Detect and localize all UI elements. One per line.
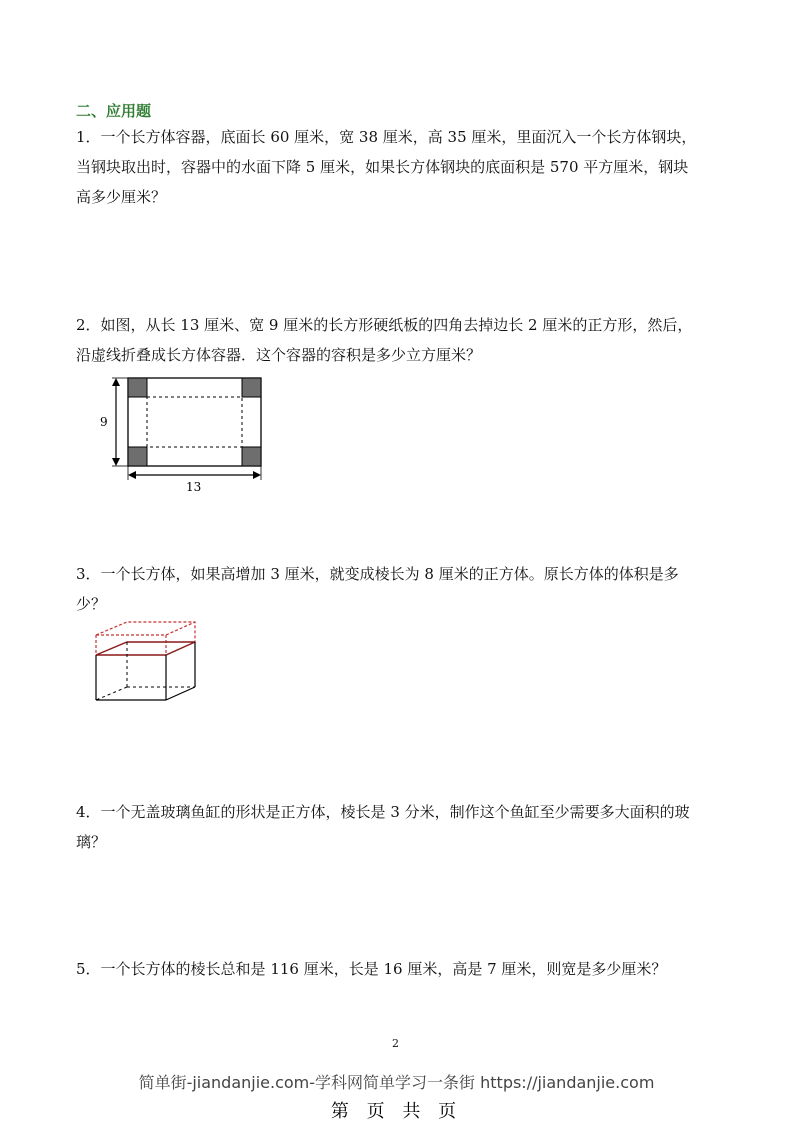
corner-square: [128, 378, 147, 397]
question-line: 璃？: [76, 833, 107, 851]
original-top-face: [96, 642, 195, 655]
page-number: 2: [392, 1037, 399, 1050]
footer-page-count: 第 页 共 页: [330, 1101, 463, 1122]
height-label: 9: [100, 415, 108, 429]
corner-square: [128, 447, 147, 466]
question-4: [76, 797, 726, 857]
question-line: 沿虚线折叠成长方体容器．这个容器的容积是多少立方厘米？: [76, 346, 482, 364]
question-line: 当钢块取出时，容器中的水面下降 5 厘米，如果长方体钢块的底面积是 570 平方厘米，钢块: [76, 158, 689, 176]
question-line: 2．如图，从长 13 厘米、宽 9 厘米的长方形硬纸板的四角去掉边长 2 厘米的正方形，然后，: [76, 316, 693, 334]
question-line: 少？: [76, 595, 107, 613]
corner-square: [242, 378, 261, 397]
rectangle-diagram: [92, 372, 272, 494]
footer-site-link[interactable]: 简单街-jiandanjie.com-学科网简单学习一条街 https://jiandanjie.com: [138, 1073, 655, 1092]
original-cuboid: [96, 642, 195, 700]
question-1: [76, 122, 726, 212]
question-line: 3．一个长方体，如果高增加 3 厘米，就变成棱长为 8 厘米的正方体。原长方体的体积是多: [76, 565, 679, 583]
question-line: 高多少厘米？: [76, 188, 167, 206]
question-2: [76, 310, 726, 370]
fold-line: [147, 397, 242, 447]
added-top-part: [96, 622, 195, 655]
corner-square: [242, 447, 261, 466]
question-line: 1．一个长方体容器，底面长 60 厘米，宽 38 厘米，高 35 厘米，里面沉入一个长方体钢块，: [76, 128, 697, 146]
section-title: 二、应用题: [76, 102, 152, 120]
width-label: 13: [186, 480, 202, 494]
question-line: 4．一个无盖玻璃鱼缸的形状是正方体，棱长是 3 分米，制作这个鱼缸至少需要多大面积的玻: [76, 803, 690, 821]
cardboard-outline: [128, 378, 261, 466]
cuboid-diagram: [92, 618, 202, 706]
question-line: 5．一个长方体的棱长总和是 116 厘米，长是 16 厘米，高是 7 厘米，则宽是多少厘米？: [76, 960, 667, 978]
question-5: [76, 954, 726, 984]
question-3: [76, 559, 726, 619]
hidden-edges: [96, 642, 195, 700]
